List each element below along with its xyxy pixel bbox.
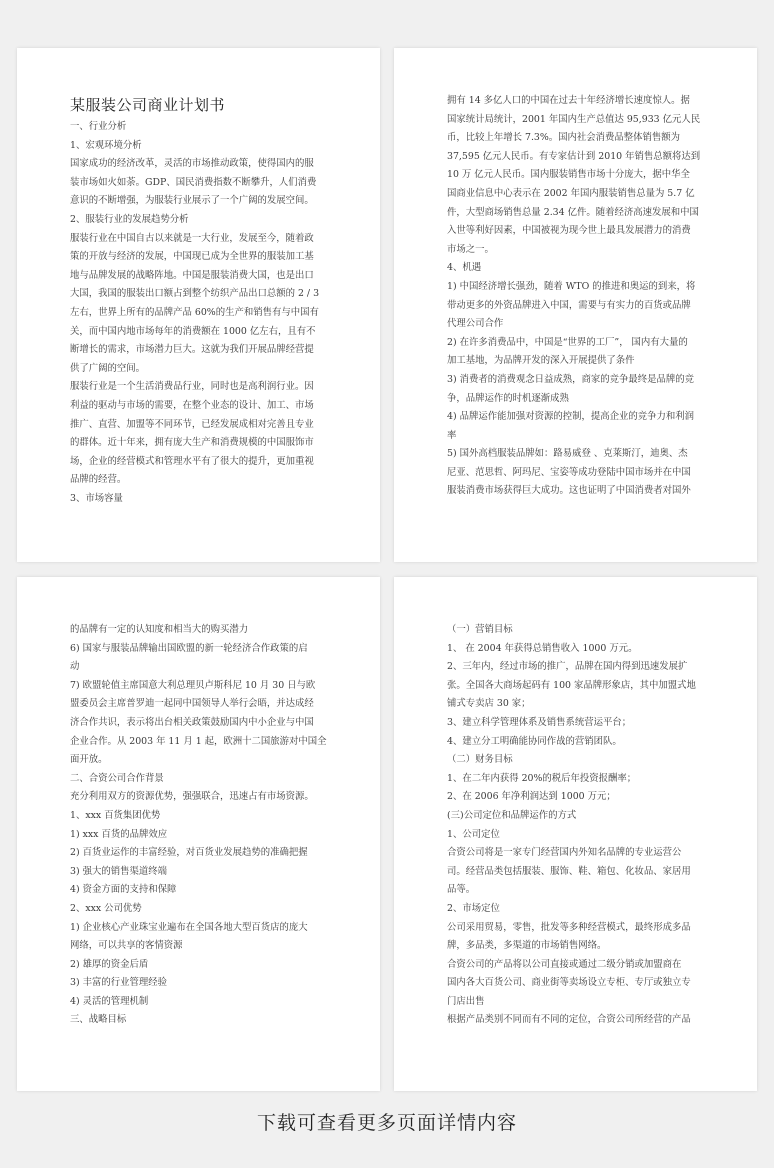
page-text-3 <box>70 621 328 1030</box>
text-line: 2) 雄厚的资金后盾 <box>70 958 149 970</box>
text-line: 率 <box>447 429 457 441</box>
text-line: 大国，我国的服装出口额占到整个纺织产品出口总额的 2 / 3 <box>70 288 320 300</box>
text-line: 7) 欧盟轮值主席国意大利总理贝卢斯科尼 10 月 30 日与欧 <box>70 679 316 691</box>
text-line: 4、机遇 <box>447 262 482 274</box>
text-line: 的品牌有一定的认知度和相当大的购买潜力 <box>70 624 249 635</box>
text-line: 利益的驱动与市场的需要，在整个业态的设计、加工、市场 <box>70 399 314 411</box>
text-line: 网络，可以共享的客情资源 <box>70 940 183 952</box>
text-line: 服装消费市场获得巨大成功。这也证明了中国消费者对国外 <box>447 485 691 497</box>
text-line: 场，企业的经营模式和管理水平有了很大的提升，更加重视 <box>70 455 314 467</box>
text-line: 关，而中国内地市场每年的消费额在 1000 亿左右，且有不 <box>70 325 316 337</box>
text-line: 件，大型商场销售总量 2.34 亿件。随着经济高速发展和中国 <box>447 206 699 218</box>
text-line: 4) 品牌运作能加强对资源的控制，提高企业的竞争力和利润 <box>447 411 694 423</box>
text-line: 国内各大百货公司、商业街等卖场设立专柜、专厅或独立专 <box>447 977 691 989</box>
text-line: 服装行业是一个生活消费品行业，同时也是高利润行业。因 <box>70 381 314 393</box>
text-line: 带动更多的外资品牌进入中国，需要与有实力的百货或品牌 <box>447 299 691 311</box>
text-line: 合资公司的产品将以公司直接或通过二级分销或加盟商在 <box>447 958 682 970</box>
text-line: 二、合资公司合作背景 <box>70 772 164 784</box>
text-line: 门店出售 <box>447 995 485 1007</box>
document-page-3 <box>17 577 380 1091</box>
text-line: 市场之一。 <box>447 243 494 255</box>
text-line: 1、xxx 百货集团优势 <box>70 809 161 821</box>
text-line: 三、战略目标 <box>70 1014 127 1026</box>
text-line: 5) 国外高档服装品牌如：路易威登 、克莱斯汀，迪奥、杰 <box>447 448 688 460</box>
text-line: 牌，多品类，多渠道的市场销售网络。 <box>447 940 607 952</box>
text-line: 3、市场容量 <box>70 492 123 504</box>
text-line: 根据产品类别不同而有不同的定位，合资公司所经营的产品 <box>447 1014 691 1026</box>
document-title: 某服装公司商业计划书 <box>70 96 226 114</box>
text-line: 2、在 2006 年净利润达到 1000 万元； <box>447 791 616 803</box>
text-line: 品等。 <box>447 884 476 896</box>
text-line: 6) 国家与服装品牌输出国欧盟的新一轮经济合作政策的启 <box>70 642 308 654</box>
text-line: 1、公司定位 <box>447 828 500 840</box>
text-line: 3、建立科学管理体系及销售系统营运平台； <box>447 716 632 728</box>
text-line: 的群体。近十年来，拥有庞大生产和消费规模的中国服饰市 <box>70 437 314 449</box>
text-line: 供了广阔的空间。 <box>70 362 146 374</box>
text-line: 1) 中国经济增长强劲，随着 WTO 的推进和奥运的到来，将 <box>447 280 696 292</box>
text-line: （二）财务目标 <box>447 754 513 766</box>
text-line: 2、市场定位 <box>447 902 500 914</box>
text-line: 2、三年内，经过市场的推广，品牌在国内得到迅速发展扩 <box>447 661 688 673</box>
text-line: 策的开放与经济的发展，中国现已成为全世界的服装加工基 <box>70 251 314 263</box>
text-line: 济合作共识，表示将出台相关政策鼓励国内中小企业与中国 <box>70 716 314 728</box>
text-line: 地与品牌发展的战略阵地。中国是服装消费大国，也是出口 <box>70 269 314 281</box>
text-line: 10 万 亿元人民币。国内服装销售市场十分庞大，据中华全 <box>447 169 690 181</box>
text-line: 2、xxx 公司优势 <box>70 902 142 914</box>
text-line: 国家统计局统计，2001 年国内生产总值达 95,933 亿元人民 <box>447 113 701 125</box>
text-line: 3) 丰富的行业管理经验 <box>70 977 167 989</box>
text-line: 面开放。 <box>70 754 108 766</box>
text-line: 动 <box>70 661 80 673</box>
text-line: 国商业信息中心表示在 2002 年国内服装销售总量为 5.7 亿 <box>447 187 695 199</box>
text-line: 推广、直营、加盟等不同环节，已经发展成相对完善且专业 <box>70 418 314 430</box>
text-line: 3) 消费者的消费观念日益成熟，商家的竞争最终是品牌的竞 <box>447 373 694 385</box>
text-line: 拥有 14 多亿人口的中国在过去十年经济增长速度惊人。据 <box>447 95 690 106</box>
page-text-2 <box>447 92 705 501</box>
text-line: 3) 强大的销售渠道终端 <box>70 865 167 877</box>
document-page-1 <box>17 48 380 562</box>
text-line: 4、建立分工明确能协同作战的营销团队。 <box>447 735 622 747</box>
text-line: 2) 百货业运作的丰富经验，对百货业发展趋势的准确把握 <box>70 847 308 859</box>
text-line: 1、在二年内获得 20%的税后年投资报酬率； <box>447 772 637 784</box>
text-line: 币，比较上年增长 7.3%。国内社会消费品整体销售额为 <box>447 132 681 144</box>
text-line: 合资公司将是一家专门经营国内外知名品牌的专业运营公 <box>447 847 682 859</box>
text-line: 品牌的经营。 <box>70 474 127 486</box>
page-text-4 <box>447 621 705 1030</box>
text-line: 4) 资金方面的支持和保障 <box>70 884 177 896</box>
download-more-link[interactable]: 下载可查看更多页面详情内容 <box>256 1112 517 1134</box>
document-page-4 <box>394 577 757 1091</box>
text-line: 企业合作。从 2003 年 11 月 1 起，欧洲十二国旅游对中国全 <box>70 735 327 747</box>
text-line: 2) 在许多消费品中，中国是“世界的工厂”， 国内有大量的 <box>447 336 688 348</box>
document-page-2 <box>394 48 757 562</box>
page-text-1 <box>70 118 352 508</box>
text-line: 代理公司合作 <box>447 318 504 330</box>
text-line: 4) 灵活的管理机制 <box>70 995 149 1007</box>
text-line: 充分利用双方的资源优势，强强联合，迅速占有市场资源。 <box>70 791 314 803</box>
text-line: （一）营销目标 <box>447 624 513 635</box>
text-line: 断增长的需求，市场潜力巨大。这就为我们开展品牌经营提 <box>70 344 314 356</box>
text-line: 37,595 亿元人民币。有专家估计到 2010 年销售总额将达到 <box>447 150 701 162</box>
text-line: (三)公司定位和品牌运作的方式 <box>447 809 577 821</box>
text-line: 1) xxx 百货的品牌效应 <box>70 828 168 840</box>
text-line: 1、宏观环境分析 <box>70 139 142 151</box>
text-line: 公司采用贸易，零售，批发等多种经营模式，最终形成多品 <box>447 921 691 933</box>
text-line: 意识的不断增强，为服装行业展示了一个广阔的发展空间。 <box>70 195 314 207</box>
text-line: 1) 企业核心产业珠宝业遍布在全国各地大型百货店的庞大 <box>70 921 308 933</box>
text-line: 装市场如火如荼。GDP、国民消费指数不断攀升，人们消费 <box>70 176 317 188</box>
text-line: 服装行业在中国自古以来就是一大行业，发展至今，随着政 <box>70 232 314 244</box>
text-line: 国家成功的经济改革，灵活的市场推动政策，使得国内的服 <box>70 158 314 170</box>
text-line: 2、服装行业的发展趋势分析 <box>70 213 189 225</box>
text-line: 铺式专卖店 30 家； <box>447 698 531 710</box>
text-line: 1、 在 2004 年获得总销售收入 1000 万元。 <box>447 642 638 654</box>
text-line: 加工基地，为品牌开发的深入开展提供了条件 <box>447 355 635 367</box>
text-line: 盟委员会主席普罗迪一起同中国领导人举行会晤，并达成经 <box>70 698 314 710</box>
text-line: 尼亚、范思哲、阿玛尼、宝姿等成功登陆中国市场并在中国 <box>447 466 691 478</box>
text-line: 入世等利好因素，中国被视为现今世上最具发展潜力的消费 <box>447 225 691 237</box>
text-line: 张。全国各大商场起码有 100 家品牌形象店，其中加盟式地 <box>447 679 696 691</box>
text-line: 争，品牌运作的时机逐渐成熟 <box>447 392 569 404</box>
text-line: 司。经营品类包括服装、服饰、鞋、箱包、化妆品、家居用 <box>447 865 691 877</box>
text-line: 一、行业分析 <box>70 121 127 132</box>
text-line: 左右，世界上所有的品牌产品 60%的生产和销售有与中国有 <box>70 306 319 318</box>
